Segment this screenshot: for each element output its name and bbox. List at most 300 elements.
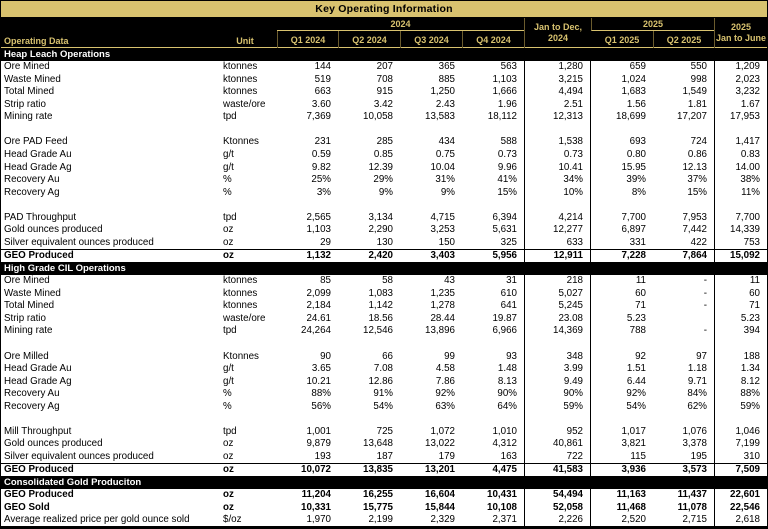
value-cell: 915 bbox=[376, 86, 393, 98]
table-row bbox=[1, 173, 767, 186]
value-cell: 7,509 bbox=[714, 464, 767, 477]
value-cell: 15,775 bbox=[363, 501, 393, 513]
unit-cell: tpd bbox=[223, 111, 237, 123]
value-cell: 1.34 bbox=[714, 362, 767, 375]
unit-cell: ktonnes bbox=[223, 73, 258, 85]
value-cell: 0.73 bbox=[524, 148, 591, 161]
value-cell: 2,520 bbox=[621, 514, 646, 526]
value-cell: 10,058 bbox=[363, 111, 393, 123]
value-cell: 10.04 bbox=[430, 161, 455, 173]
value-cell: 3,134 bbox=[368, 211, 393, 223]
value-cell: 2,715 bbox=[682, 514, 707, 526]
value-cell: 115 bbox=[630, 450, 646, 462]
value-cell: 13,201 bbox=[425, 464, 455, 476]
column-group-2025: 2025 bbox=[591, 18, 714, 31]
value-cell bbox=[338, 123, 400, 136]
table-row bbox=[1, 425, 767, 438]
value-cell: 2,099 bbox=[306, 287, 331, 299]
value-cell: 0.75 bbox=[435, 149, 455, 161]
table-row bbox=[1, 463, 767, 477]
value-cell: 1.18 bbox=[687, 363, 707, 375]
row-label: GEO Produced bbox=[4, 250, 74, 262]
column-header-jan-to-dec-2024 bbox=[524, 18, 591, 48]
value-cell bbox=[400, 412, 462, 425]
column-header-q1-2025: Q1 2025 bbox=[604, 34, 640, 45]
jan-to-june-line1: 2025 bbox=[730, 22, 752, 32]
row-label: GEO Sold bbox=[4, 501, 50, 513]
value-cell: 193 bbox=[314, 450, 331, 462]
value-cell: 10,331 bbox=[301, 501, 331, 513]
value-cell: 9,879 bbox=[306, 438, 331, 450]
row-label: Ore Mined bbox=[4, 61, 50, 73]
value-cell: 8% bbox=[631, 186, 646, 198]
value-cell bbox=[714, 337, 767, 350]
value-cell: 207 bbox=[376, 61, 393, 73]
table-row bbox=[1, 450, 767, 463]
row-label: Head Grade Au bbox=[4, 149, 72, 161]
value-cell: - bbox=[703, 287, 707, 299]
value-cell: 1,103 bbox=[492, 73, 517, 85]
value-cell: 722 bbox=[524, 450, 591, 463]
table-row bbox=[1, 437, 767, 450]
value-cell: 7.86 bbox=[435, 375, 455, 387]
value-cell: 9% bbox=[378, 186, 393, 198]
value-cell: 7,442 bbox=[682, 224, 707, 236]
value-cell: 3.99 bbox=[524, 362, 591, 375]
value-cell: 2,199 bbox=[368, 514, 393, 526]
value-cell: 11 bbox=[635, 275, 646, 287]
value-cell: 187 bbox=[376, 450, 393, 462]
value-cell: 0.80 bbox=[626, 149, 646, 161]
value-cell: 13,583 bbox=[425, 111, 455, 123]
table-title-bar bbox=[1, 1, 767, 18]
value-cell: 708 bbox=[376, 73, 393, 85]
value-cell: 6,897 bbox=[621, 224, 646, 236]
value-cell: 54% bbox=[626, 400, 646, 412]
table-row bbox=[1, 73, 767, 86]
value-cell: 724 bbox=[690, 136, 707, 148]
value-cell: 2,290 bbox=[368, 224, 393, 236]
value-cell: 12,546 bbox=[363, 325, 393, 337]
value-cell: 11,437 bbox=[677, 489, 707, 501]
value-cell: 41% bbox=[497, 174, 517, 186]
value-cell bbox=[462, 412, 524, 425]
value-cell: 10,108 bbox=[487, 501, 517, 513]
section-header: Heap Leach Operations bbox=[1, 48, 767, 61]
value-cell: 88% bbox=[714, 387, 767, 400]
spacer-row bbox=[1, 412, 767, 425]
value-cell: 1,103 bbox=[306, 224, 331, 236]
row-label: Head Grade Ag bbox=[4, 161, 72, 173]
row-label: Silver equivalent ounces produced bbox=[4, 236, 154, 248]
value-cell bbox=[524, 198, 591, 211]
table-row bbox=[1, 211, 767, 224]
value-cell: 4,214 bbox=[524, 211, 591, 224]
table-row bbox=[1, 161, 767, 174]
value-cell: 7,369 bbox=[306, 111, 331, 123]
value-cell: 41,583 bbox=[524, 464, 591, 477]
value-cell: 12.39 bbox=[368, 161, 393, 173]
value-cell: 3,253 bbox=[430, 224, 455, 236]
value-cell: 13,896 bbox=[425, 325, 455, 337]
section-header: High Grade CIL Operations bbox=[1, 262, 767, 275]
value-cell: 90% bbox=[497, 388, 517, 400]
unit-cell: g/t bbox=[223, 375, 234, 387]
row-label: Recovery Au bbox=[4, 174, 60, 186]
row-label: Silver equivalent ounces produced bbox=[4, 450, 154, 462]
table-row bbox=[1, 362, 767, 375]
value-cell bbox=[338, 337, 400, 350]
unit-cell: ktonnes bbox=[223, 287, 258, 299]
value-cell: 1,417 bbox=[714, 136, 767, 149]
table-row bbox=[1, 514, 767, 527]
value-cell: 7,864 bbox=[682, 250, 707, 262]
value-cell: 6,966 bbox=[492, 325, 517, 337]
value-cell: 71 bbox=[635, 300, 646, 312]
unit-cell: waste/ore bbox=[223, 312, 266, 324]
unit-cell: Ktonnes bbox=[223, 136, 259, 148]
value-cell bbox=[462, 337, 524, 350]
row-label: Head Grade Au bbox=[4, 363, 72, 375]
value-cell: 64% bbox=[497, 400, 517, 412]
value-cell: 6.44 bbox=[626, 375, 646, 387]
row-label: Recovery Ag bbox=[4, 186, 60, 198]
value-cell: 97 bbox=[696, 350, 707, 362]
value-cell: 3.60 bbox=[311, 98, 331, 110]
table-row bbox=[1, 350, 767, 363]
value-cell: 1,280 bbox=[524, 61, 591, 74]
value-cell: 28.44 bbox=[430, 312, 455, 324]
spacer-row bbox=[1, 198, 767, 211]
row-label: PAD Throughput bbox=[4, 211, 77, 223]
value-cell: 1.96 bbox=[497, 98, 517, 110]
value-cell: 5,027 bbox=[524, 287, 591, 300]
table-row bbox=[1, 249, 767, 263]
unit-cell: g/t bbox=[223, 149, 234, 161]
value-cell: 11,468 bbox=[616, 501, 646, 513]
unit-cell: tpd bbox=[223, 325, 237, 337]
value-cell: 16,604 bbox=[425, 489, 455, 501]
table-row bbox=[1, 325, 767, 338]
value-cell: 4,715 bbox=[430, 211, 455, 223]
value-cell: 550 bbox=[690, 61, 707, 73]
table-row bbox=[1, 489, 767, 502]
value-cell: 10.41 bbox=[524, 161, 591, 174]
value-cell: 3,573 bbox=[682, 464, 707, 476]
value-cell: 218 bbox=[524, 275, 591, 288]
value-cell: 13,835 bbox=[363, 464, 393, 476]
value-cell: 18,699 bbox=[616, 111, 646, 123]
value-cell: 92% bbox=[626, 388, 646, 400]
value-cell bbox=[714, 412, 767, 425]
value-cell: 4,494 bbox=[524, 86, 591, 99]
value-cell: 99 bbox=[444, 350, 455, 362]
value-cell bbox=[714, 123, 767, 136]
unit-cell: % bbox=[223, 400, 232, 412]
value-cell: 1,538 bbox=[524, 136, 591, 149]
row-label: Recovery Ag bbox=[4, 400, 60, 412]
table-row bbox=[1, 111, 767, 124]
row-label: Total Mined bbox=[4, 300, 55, 312]
unit-cell: oz bbox=[223, 250, 234, 262]
value-cell: 10% bbox=[524, 186, 591, 199]
column-header-operating-data: Operating Data bbox=[4, 36, 69, 46]
value-cell: 1,072 bbox=[430, 425, 455, 437]
value-cell: 60 bbox=[714, 287, 767, 300]
jan-to-dec-line1: Jan to Dec, bbox=[533, 22, 582, 32]
value-cell: 60 bbox=[635, 287, 646, 299]
value-cell: 2,226 bbox=[524, 514, 591, 527]
spacer-row bbox=[1, 337, 767, 350]
unit-cell: tpd bbox=[223, 211, 237, 223]
row-label: Mining rate bbox=[4, 111, 53, 123]
value-cell: 12,313 bbox=[524, 111, 591, 124]
value-cell: 71 bbox=[714, 300, 767, 313]
value-cell: 17,953 bbox=[714, 111, 767, 124]
unit-cell: oz bbox=[223, 450, 234, 462]
value-cell bbox=[524, 412, 591, 425]
value-cell: 310 bbox=[714, 450, 767, 463]
value-cell: 9.71 bbox=[687, 375, 707, 387]
value-cell: 11,078 bbox=[677, 501, 707, 513]
value-cell: 2.43 bbox=[435, 98, 455, 110]
value-cell: 62% bbox=[687, 400, 707, 412]
row-label: GEO Produced bbox=[4, 464, 74, 476]
jan-to-dec-line2: 2024 bbox=[547, 33, 569, 43]
value-cell: 19.87 bbox=[492, 312, 517, 324]
value-cell: 7.08 bbox=[373, 363, 393, 375]
table-row bbox=[1, 501, 767, 514]
value-cell bbox=[653, 198, 714, 211]
table-row bbox=[1, 136, 767, 149]
table-row bbox=[1, 375, 767, 388]
value-cell: 10.21 bbox=[306, 375, 331, 387]
value-cell: 7,700 bbox=[621, 211, 646, 223]
value-cell: 52,058 bbox=[524, 501, 591, 514]
row-label: Recovery Au bbox=[4, 388, 60, 400]
value-cell bbox=[277, 337, 338, 350]
unit-cell: oz bbox=[223, 489, 234, 501]
table-row bbox=[1, 300, 767, 313]
value-cell: 519 bbox=[314, 73, 331, 85]
value-cell bbox=[714, 198, 767, 211]
unit-cell: waste/ore bbox=[223, 98, 266, 110]
value-cell: 9.96 bbox=[497, 161, 517, 173]
unit-cell: oz bbox=[223, 224, 234, 236]
value-cell bbox=[462, 198, 524, 211]
value-cell: 1,666 bbox=[492, 86, 517, 98]
value-cell: 0.73 bbox=[497, 149, 517, 161]
row-label: Waste Mined bbox=[4, 287, 61, 299]
unit-cell: ktonnes bbox=[223, 275, 258, 287]
value-cell bbox=[653, 412, 714, 425]
value-cell: 2,371 bbox=[492, 514, 517, 526]
value-cell: 5,631 bbox=[492, 224, 517, 236]
value-cell: 0.59 bbox=[311, 149, 331, 161]
value-cell: 1,142 bbox=[368, 300, 393, 312]
value-cell: 2,184 bbox=[306, 300, 331, 312]
value-cell: 1,010 bbox=[492, 425, 517, 437]
table-row bbox=[1, 287, 767, 300]
row-label: Mining rate bbox=[4, 325, 53, 337]
row-label: Ore PAD Feed bbox=[4, 136, 68, 148]
value-cell bbox=[338, 198, 400, 211]
value-cell: 13,022 bbox=[425, 438, 455, 450]
column-header-q3-2024: Q3 2024 bbox=[400, 31, 462, 48]
value-cell: 5.23 bbox=[626, 312, 646, 324]
value-cell: 1,046 bbox=[714, 425, 767, 438]
value-cell: 88% bbox=[311, 388, 331, 400]
value-cell: 2,420 bbox=[368, 250, 393, 262]
value-cell: 9% bbox=[440, 186, 455, 198]
value-cell: 693 bbox=[629, 136, 646, 148]
value-cell: 231 bbox=[314, 136, 331, 148]
unit-cell: $/oz bbox=[223, 514, 242, 526]
table-row bbox=[1, 86, 767, 99]
column-header-unit: Unit bbox=[236, 36, 254, 46]
value-cell: 588 bbox=[500, 136, 517, 148]
row-label: Mill Throughput bbox=[4, 425, 72, 437]
value-cell bbox=[400, 198, 462, 211]
value-cell: 3.42 bbox=[373, 98, 393, 110]
value-cell: 24,264 bbox=[301, 325, 331, 337]
table-row bbox=[1, 236, 767, 249]
value-cell: 29 bbox=[320, 236, 331, 248]
value-cell: 92% bbox=[435, 388, 455, 400]
value-cell: 1,549 bbox=[682, 86, 707, 98]
row-label: Average realized price per gold ounce sold bbox=[4, 514, 190, 526]
value-cell: 10,431 bbox=[487, 489, 517, 501]
value-cell: 4.58 bbox=[435, 363, 455, 375]
value-cell: - bbox=[703, 275, 707, 287]
value-cell: 12,277 bbox=[524, 223, 591, 236]
unit-cell: ktonnes bbox=[223, 61, 258, 73]
value-cell: 11 bbox=[714, 275, 767, 288]
value-cell: 15% bbox=[497, 186, 517, 198]
value-cell: 23.08 bbox=[524, 312, 591, 325]
column-header-band bbox=[1, 18, 767, 48]
value-cell: 14.00 bbox=[714, 161, 767, 174]
value-cell: 29% bbox=[373, 174, 393, 186]
value-cell: 952 bbox=[524, 425, 591, 438]
value-cell: 1,209 bbox=[714, 61, 767, 74]
value-cell: 1,132 bbox=[306, 250, 331, 262]
unit-cell: g/t bbox=[223, 161, 234, 173]
value-cell: 365 bbox=[438, 61, 455, 73]
value-cell: 59% bbox=[524, 400, 591, 413]
table-row bbox=[1, 312, 767, 325]
value-cell: 84% bbox=[687, 388, 707, 400]
value-cell: 3,403 bbox=[430, 250, 455, 262]
value-cell: 163 bbox=[500, 450, 517, 462]
value-cell: 54,494 bbox=[524, 489, 591, 502]
table-row bbox=[1, 400, 767, 413]
column-header-2025-jan-to-june bbox=[714, 18, 767, 48]
value-cell: 5,245 bbox=[524, 300, 591, 313]
value-cell bbox=[277, 412, 338, 425]
row-label: Strip ratio bbox=[4, 312, 46, 324]
value-cell: 34% bbox=[524, 173, 591, 186]
row-label: Total Mined bbox=[4, 86, 55, 98]
column-group-2024: 2024 bbox=[277, 18, 524, 31]
row-label: Waste Mined bbox=[4, 73, 61, 85]
value-cell: 90 bbox=[320, 350, 331, 362]
value-cell: 394 bbox=[714, 325, 767, 338]
value-cell bbox=[277, 123, 338, 136]
unit-cell bbox=[213, 412, 277, 425]
value-cell: 3,821 bbox=[621, 438, 646, 450]
unit-cell bbox=[213, 123, 277, 136]
value-cell: 3,232 bbox=[714, 86, 767, 99]
row-label: GEO Produced bbox=[4, 489, 74, 501]
table-row bbox=[1, 186, 767, 199]
value-cell: 2,023 bbox=[714, 73, 767, 86]
value-cell: 885 bbox=[438, 73, 455, 85]
value-cell: 188 bbox=[714, 350, 767, 363]
jan-to-june-line2: Jan to June bbox=[715, 33, 766, 43]
value-cell: 3,215 bbox=[524, 73, 591, 86]
value-cell bbox=[338, 412, 400, 425]
value-cell: 8.13 bbox=[497, 375, 517, 387]
row-label: Ore Mined bbox=[4, 275, 50, 287]
value-cell: 2,329 bbox=[430, 514, 455, 526]
unit-cell: oz bbox=[223, 501, 234, 513]
value-cell: 2.51 bbox=[524, 98, 591, 111]
column-header-q4-2024: Q4 2024 bbox=[462, 31, 524, 48]
value-cell: 31% bbox=[435, 174, 455, 186]
value-cell: 4,312 bbox=[492, 438, 517, 450]
value-cell: 195 bbox=[690, 450, 707, 462]
value-cell: 3.65 bbox=[311, 363, 331, 375]
value-cell: 179 bbox=[438, 450, 455, 462]
value-cell: 7,700 bbox=[714, 211, 767, 224]
unit-cell bbox=[213, 337, 277, 350]
value-cell: - bbox=[703, 300, 707, 312]
value-cell: 5.23 bbox=[714, 312, 767, 325]
unit-cell: g/t bbox=[223, 363, 234, 375]
value-cell: 22,546 bbox=[714, 501, 767, 514]
value-cell: 1,001 bbox=[306, 425, 331, 437]
value-cell: 37% bbox=[687, 174, 707, 186]
value-cell: 14,369 bbox=[524, 325, 591, 338]
value-cell: 285 bbox=[376, 136, 393, 148]
value-cell: 15.95 bbox=[621, 161, 646, 173]
unit-cell: oz bbox=[223, 438, 234, 450]
column-header-q2-2024: Q2 2024 bbox=[338, 31, 400, 48]
column-header-q1-2024: Q1 2024 bbox=[277, 31, 338, 48]
unit-cell: tpd bbox=[223, 425, 237, 437]
value-cell: 38% bbox=[714, 173, 767, 186]
unit-cell: ktonnes bbox=[223, 300, 258, 312]
value-cell: 22,601 bbox=[714, 489, 767, 502]
value-cell: 11,163 bbox=[616, 489, 646, 501]
value-cell: 9.49 bbox=[524, 375, 591, 388]
value-cell: 3,936 bbox=[621, 464, 646, 476]
value-cell bbox=[591, 412, 653, 425]
value-cell: 56% bbox=[311, 400, 331, 412]
value-cell: 24.61 bbox=[306, 312, 331, 324]
value-cell: 1.67 bbox=[714, 98, 767, 111]
value-cell: 39% bbox=[626, 174, 646, 186]
value-cell: 92 bbox=[635, 350, 646, 362]
value-cell: 659 bbox=[629, 61, 646, 73]
value-cell: 90% bbox=[524, 387, 591, 400]
value-cell: 10,072 bbox=[301, 464, 331, 476]
value-cell: 1,683 bbox=[621, 86, 646, 98]
value-cell: 93 bbox=[506, 350, 517, 362]
value-cell: 31 bbox=[506, 275, 517, 287]
value-cell: 14,339 bbox=[714, 223, 767, 236]
